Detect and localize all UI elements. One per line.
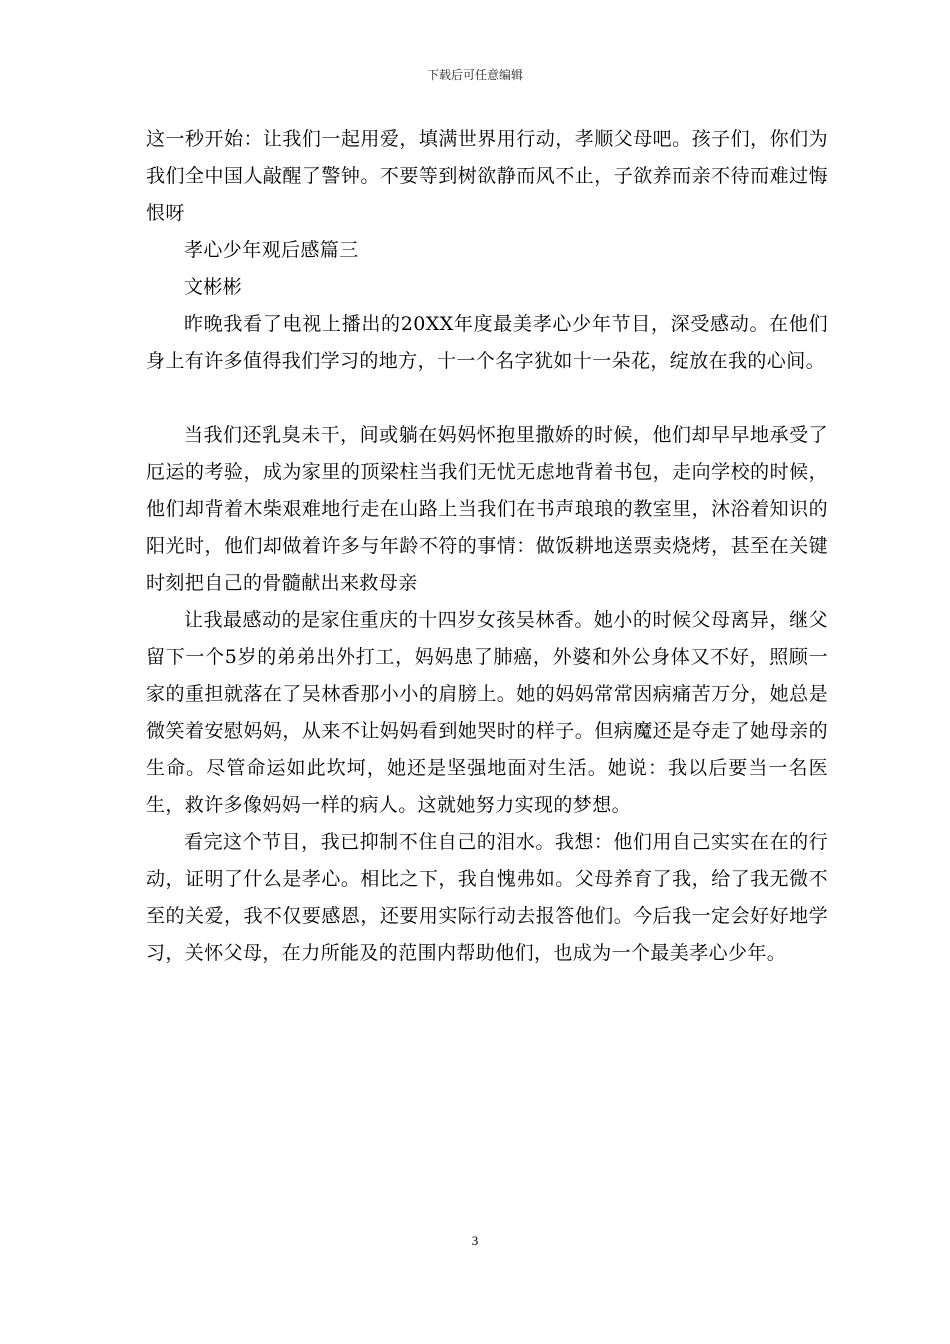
page-header-note: 下载后可任意编辑 <box>426 68 523 82</box>
section-title: 孝心少年观后感篇三 <box>184 239 359 261</box>
document-body <box>146 121 828 972</box>
paragraph-conclusion: 看完这个节目，我已抑制不住自己的泪水。我想：他们用自己实实在在的行动，证明了什么是孝心。相比之下，我自愧弗如。父母养育了我，给了我无微不至的关爱，我不仅要感恩，还要用实际行动去报答他们。今后我一定会好好地学习，关怀父母，在力所能及的范围内帮助他们，也成为一个最美孝心少年。 <box>146 831 828 964</box>
paragraph-continuation: 这一秒开始：让我们一起用爱，填满世界用行动，孝顺父母吧。孩子们，你们为我们全中国人敲醒了警钟。不要等到树欲静而风不止，子欲养而亲不待而难过悔恨呀 <box>146 128 828 224</box>
paragraph-gap <box>146 380 828 417</box>
paragraph-contrast: 当我们还乳臭未干，间或躺在妈妈怀抱里撒娇的时候，他们却早早地承受了厄运的考验，成为家里的顶梁柱当我们无忧无虑地背着书包，走向学校的时候，他们却背着木柴艰难地行走在山路上当我们在书声琅琅的教室里，沐浴着知识的阳光时，他们却做着许多与年龄不符的事情：做饭耕地送票卖烧烤，甚至在关键时刻把自己的骨髓献出来救母亲 <box>146 424 828 594</box>
paragraph-story: 让我最感动的是家住重庆的十四岁女孩吴林香。她小的时候父母离异，继父留下一个5岁的弟弟出外打工，妈妈患了肺癌，外婆和外公身体又不好，照顾一家的重担就落在了吴林香那小小的肩膀上。她的妈妈常常因病痛苦万分，她总是微笑着安慰妈妈，从来不让妈妈看到她哭时的样子。但病魔还是夺走了她母亲的生命。尽管命运如此坎坷，她还是坚强地面对生活。她说：我以后要当一名医生，救许多像妈妈一样的病人。这就她努力实现的梦想。 <box>146 609 828 816</box>
author-name: 文彬彬 <box>184 276 243 298</box>
page-number: 3 <box>471 1233 479 1248</box>
paragraph-intro: 昨晚我看了电视上播出的20XX年度最美孝心少年节目，深受感动。在他们身上有许多值得我们学习的地方，十一个名字犹如十一朵花，绽放在我的心间。 <box>146 313 828 372</box>
